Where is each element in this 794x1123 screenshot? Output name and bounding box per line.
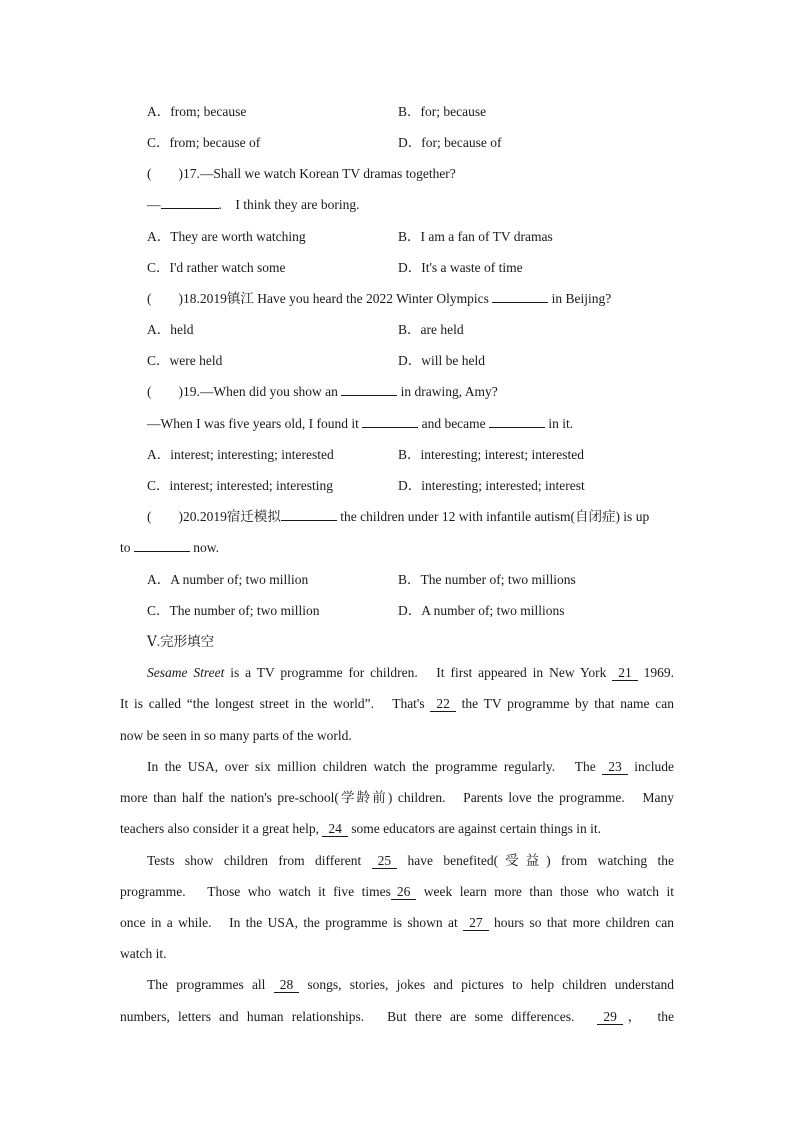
q20-blank-2: [134, 551, 190, 552]
section-heading: Ⅴ.完形填空: [147, 634, 215, 649]
cloze-blank-28: 28: [274, 978, 300, 993]
passage-p3-line2: [120, 883, 674, 901]
q20-question-to: to: [120, 540, 134, 555]
passage-p1-line2: [120, 695, 674, 713]
q17-answer-blank: [161, 208, 219, 209]
q17-reply-text: . I think they are boring.: [218, 197, 360, 212]
q20-question-mid: the children under 12 with infantile autism(自闭症) is up: [336, 509, 650, 524]
cloze-blank-22: 22: [430, 697, 456, 712]
q17-reply-dash: —: [147, 197, 161, 212]
q19-option-d: D．interesting; interested; interest: [398, 478, 585, 493]
q16-option-a: A．from; because: [147, 104, 247, 119]
passage-text: some educators are against certain things in it.: [347, 821, 601, 836]
q19-option-c: C．interest; interested; interesting: [147, 478, 333, 493]
passage-text: songs, stories, jokes and pictures to help children understand: [299, 977, 675, 992]
passage-p2-line2: more than half the nation's pre-school(学龄前) children. Parents love the programme. Many: [120, 790, 674, 805]
passage-text: have benefited(受益) from watching the: [397, 853, 675, 868]
cloze-blank-24: 24: [322, 822, 348, 837]
q17-option-a: A．They are worth watching: [147, 229, 306, 244]
q19-question-post: in drawing, Amy?: [397, 384, 498, 399]
passage-text: It is called “the longest street in the world”. That's: [120, 696, 431, 711]
q20-source: 2019宿迁模拟: [199, 509, 281, 524]
q19-reply: [147, 415, 573, 433]
cloze-blank-26: 26: [391, 885, 417, 900]
passage-p2-line3: [120, 820, 674, 838]
q17-stem: [147, 165, 456, 183]
passage-p3-line4: watch it.: [120, 946, 167, 961]
q18-option-a: A．held: [147, 322, 194, 337]
q16-option-c: C．from; because of: [147, 135, 261, 150]
q19-reply-c: in it.: [545, 416, 574, 431]
passage-text: once in a while. In the USA, the programme is shown at: [120, 915, 464, 930]
q17-reply: [147, 196, 359, 214]
q20-option-c: C．The number of; two million: [147, 603, 320, 618]
q17-number: ( )17.: [147, 166, 200, 181]
q20-option-b: B．The number of; two millions: [398, 572, 576, 587]
passage-text: numbers, letters and human relationships. But there are some differences.: [120, 1009, 598, 1024]
passage-text: Tests show children from different: [147, 853, 372, 868]
q17-question: —Shall we watch Korean TV dramas together?: [199, 166, 456, 181]
passage-text: In the USA, over six million children watch the programme regularly. The: [147, 759, 603, 774]
q19-stem: [147, 383, 498, 401]
passage-p3-line1: [147, 852, 674, 870]
q18-option-d: D．will be held: [398, 353, 485, 368]
q18-question-post: in Beijing?: [548, 291, 612, 306]
passage-text: the TV programme by that name can: [455, 696, 674, 711]
cloze-blank-29: 29: [597, 1010, 623, 1025]
q19-blank-1: [341, 395, 397, 396]
cloze-blank-23: 23: [602, 760, 628, 775]
q20-blank-1: [281, 520, 337, 521]
passage-text: include: [627, 759, 674, 774]
passage-text: week learn more than those who watch it: [416, 884, 674, 899]
passage-text: is a TV programme for children. It first appeared in New York: [224, 665, 613, 680]
q19-reply-a: —When I was five years old, I found it: [147, 416, 363, 431]
q19-number: ( )19.: [147, 384, 200, 399]
cloze-blank-21: 21: [612, 666, 638, 681]
q17-option-c: C．I'd rather watch some: [147, 260, 286, 275]
q19-option-b: B．interesting; interest; interested: [398, 447, 584, 462]
q19-blank-2: [362, 427, 418, 428]
q17-option-d: D．It's a waste of time: [398, 260, 523, 275]
q19-blank-3: [489, 427, 545, 428]
q18-number: ( )18.: [147, 291, 200, 306]
q18-answer-blank: [492, 302, 548, 303]
q18-stem: [147, 290, 611, 308]
q19-question-pre: —When did you show an: [199, 384, 342, 399]
passage-p4-line1: [147, 976, 674, 994]
cloze-blank-27: 27: [463, 916, 489, 931]
passage-text: The programmes all: [147, 977, 274, 992]
q18-option-b: B．are held: [398, 322, 464, 337]
q19-option-a: A．interest; interesting; interested: [147, 447, 334, 462]
passage-p1-line1: [147, 664, 674, 682]
passage-text: programme. Those who watch it five times: [120, 884, 391, 899]
q20-number: ( )20.: [147, 509, 200, 524]
q16-option-d: D．for; because of: [398, 135, 502, 150]
q20-stem-continued: [120, 539, 219, 557]
cloze-blank-25: 25: [372, 854, 398, 869]
q18-question-pre: 2019镇江 Have you heard the 2022 Winter Olympics: [199, 291, 493, 306]
passage-p3-line3: [120, 914, 674, 932]
q16-option-b: B．for; because: [398, 104, 487, 119]
q20-option-d: D．A number of; two millions: [398, 603, 565, 618]
passage-text: 1969.: [637, 665, 674, 680]
passage-text: hours so that more children can: [488, 915, 674, 930]
q19-reply-b: and became: [418, 416, 490, 431]
passage-text: teachers also consider it a great help,: [120, 821, 323, 836]
passage-p1-line3: now be seen in so many parts of the world.: [120, 728, 352, 743]
q17-option-b: B．I am a fan of TV dramas: [398, 229, 553, 244]
passage-text: ， the: [622, 1009, 674, 1024]
q20-stem: [147, 508, 649, 526]
q18-option-c: C．were held: [147, 353, 223, 368]
passage-p4-line2: [120, 1008, 674, 1026]
passage-title-sesame-street: Sesame Street: [147, 665, 225, 680]
q20-question-now: now.: [189, 540, 220, 555]
q20-option-a: A．A number of; two million: [147, 572, 309, 587]
passage-p2-line1: [147, 758, 674, 776]
